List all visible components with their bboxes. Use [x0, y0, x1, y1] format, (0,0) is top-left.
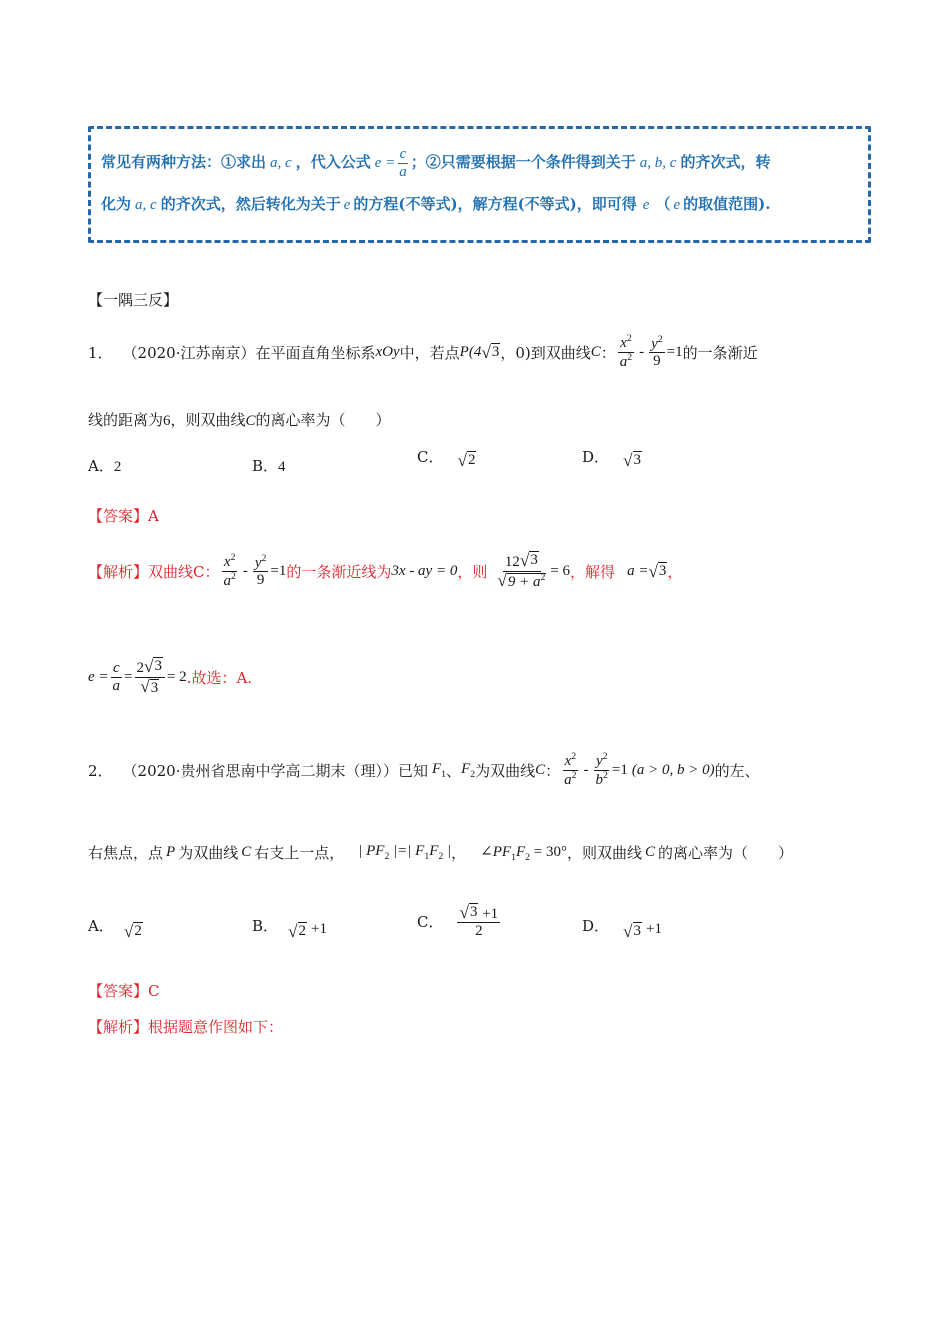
- q2-stem-line2: 右焦点，点 P 为双曲线 C 右支上一点， | $PF_2$ |=| $F_1F_2$ | ， $\angle PF_1F_2 = 30^\circ$ ，则双曲线 C 的离心率为（ ）: [88, 842, 794, 863]
- q2-solution-head: 【解析】根据题意作图如下：: [88, 1018, 284, 1036]
- q2-option-c[interactable]: C． √ 3 +1 2: [417, 902, 499, 939]
- q1-option-d[interactable]: D． √ 3: [582, 448, 641, 470]
- q1-stem-line1: 1． （2020·江苏南京）在平面直角坐标系 xOy 中，若点 P(4 √ 3 ，0)到双曲线 C ： $\frac{x^2}{a^2}$ - $\frac{y^2}{9}$ =1 的一条渐近: [88, 333, 758, 370]
- q1-answer: 【答案】A: [88, 507, 159, 525]
- method-tip-box: [88, 126, 871, 243]
- q2-option-b[interactable]: B． √ 2 +1: [252, 917, 327, 941]
- tip-line-2: 化为 a, c 的齐次式，然后转化为关于 e 的方程(不等式)，解方程(不等式)，即可得 e （ e 的取值范围).: [101, 195, 771, 213]
- q2-answer: 【答案】C: [88, 982, 160, 1000]
- q1-option-b[interactable]: B．4: [252, 457, 286, 475]
- q2-stem-line1: 2． （2020·贵州省思南中学高二期末（理））已知 $F_1$ 、 $F_2$ 为双曲线 C ： $\frac{x^2}{a^2}$ - $\frac{y^2}{b^2}$ =1 (a > 0, b > 0) 的左、: [88, 751, 760, 788]
- q1-solution-line2: e = $\frac{c}{a}$ = 2 √ 3 √3 = 2 .故选：A.: [88, 657, 253, 696]
- q1-option-a[interactable]: A．2: [88, 457, 122, 475]
- tip-line-1: 常见有两种方法：①求出 a, c ，代入公式 e = $\frac{c}{a}$ ；②只需要根据一个条件得到关于 a, b, c 的齐次式，转: [101, 146, 771, 180]
- q1-solution-line1: 【解析】双曲线 C： $\frac{x^2}{a^2}$ - $\frac{y^2}{9}$ =1 的一条渐近线为 3x - ay = 0 ，则 12 √ 3 $√9 + a^2$ = 6 ，解得 a = √ 3 ，: [88, 551, 683, 590]
- q2-option-d[interactable]: D． √ 3 +1: [582, 917, 662, 941]
- q1-stem-line2: 线的距离为6，则双曲线C的离心率为（ ）: [88, 411, 391, 429]
- q2-option-a[interactable]: A． √ 2: [88, 917, 142, 941]
- section-title: 【一隅三反】: [88, 291, 179, 309]
- q1-option-c[interactable]: C． √ 2: [417, 448, 476, 470]
